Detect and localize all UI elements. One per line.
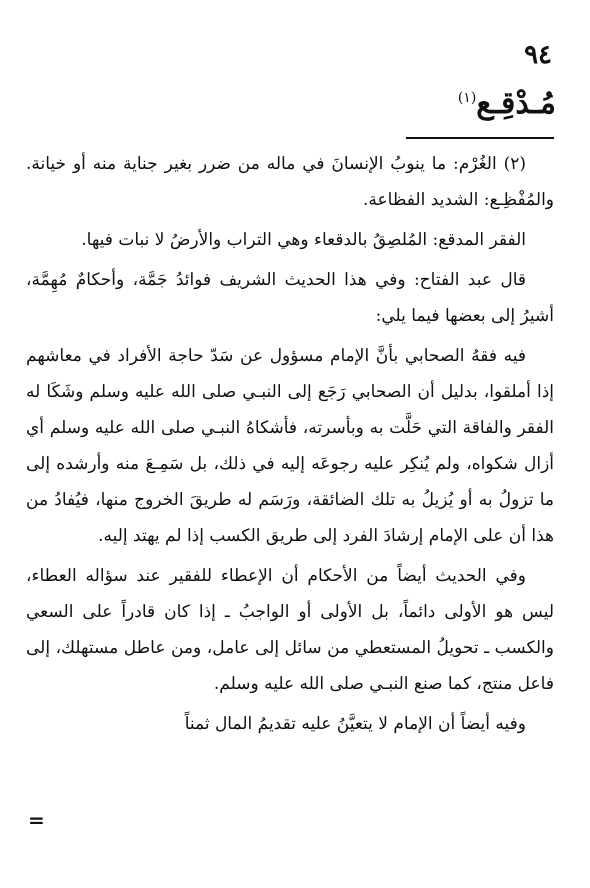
paragraph: وفي الحديث أيضاً من الأحكام أن الإعطاء للفقير عند سؤاله العطاء، ليس هو الأولى دائماً، بل الأولى أو الواجبُ ـ إذا كان قادراً على السعي والكسب ـ تحويلُ المستعطي من سائل إلى عامل، ومن عاطل مستهلك، إلى فاعل منتج، كما صنع النبـي صلى الله عليه وسلم. (26, 566, 554, 694)
heading-word: مُـدْقِـع (476, 86, 556, 121)
continuation-mark: = (28, 808, 45, 832)
paragraph: قال عبد الفتاح: وفي هذا الحديث الشريف فوائدُ جَمَّة، وأحكامٌ مُهِمَّة، أشيرُ إلى بعضها فيما يلي: (26, 270, 554, 326)
paragraph: فيه فقهُ الصحابي بأنَّ الإمام مسؤول عن سَدّ حاجة الأفراد في معاشهم إذا أملقوا، بدليل أن الصحابي رَجَع إلى النبـي صلى الله عليه وسلم وشَكَا له الفقر والفاقة التي حَلَّت به وبأسرته، فأشكاهُ النبـي صلى الله عليه وسلم أي أزال شكواه، ولم يُنكِر عليه رجوعَه إليه في ذلك، بل سَمِـعَ منه وأرشده إلى ما تزولُ به أو يُزيلُ به تلك الضائقة، ورَسَم له طريقَ الخروج منها، فيُفادُ من هذا أن على الإمام إرشادَ الفرد إلى طريق الكسب إذا لم يهتد إليه. (26, 346, 554, 546)
paragraph: وفيه أيضاً أن الإمام لا يتعيَّنُ عليه تقديمُ المال ثمناً (184, 714, 526, 734)
footnote-reference: (١) (457, 90, 477, 106)
footnote-heading-word (458, 86, 556, 121)
page-number: ٩٤ (524, 40, 552, 70)
footnote-separator (406, 137, 554, 139)
paragraph: (٢) الغُرْم: ما ينوبُ الإنسانَ في ماله من ضرر بغير جناية منه أو خيانة. والمُفْظِـع: الشديد الفظاعة. (26, 154, 554, 210)
paragraph: الفقر المدقع: المُلصِقُ بالدقعاء وهي التراب والأرضُ لا نبات فيها. (81, 230, 526, 250)
footnote-body (26, 146, 554, 742)
